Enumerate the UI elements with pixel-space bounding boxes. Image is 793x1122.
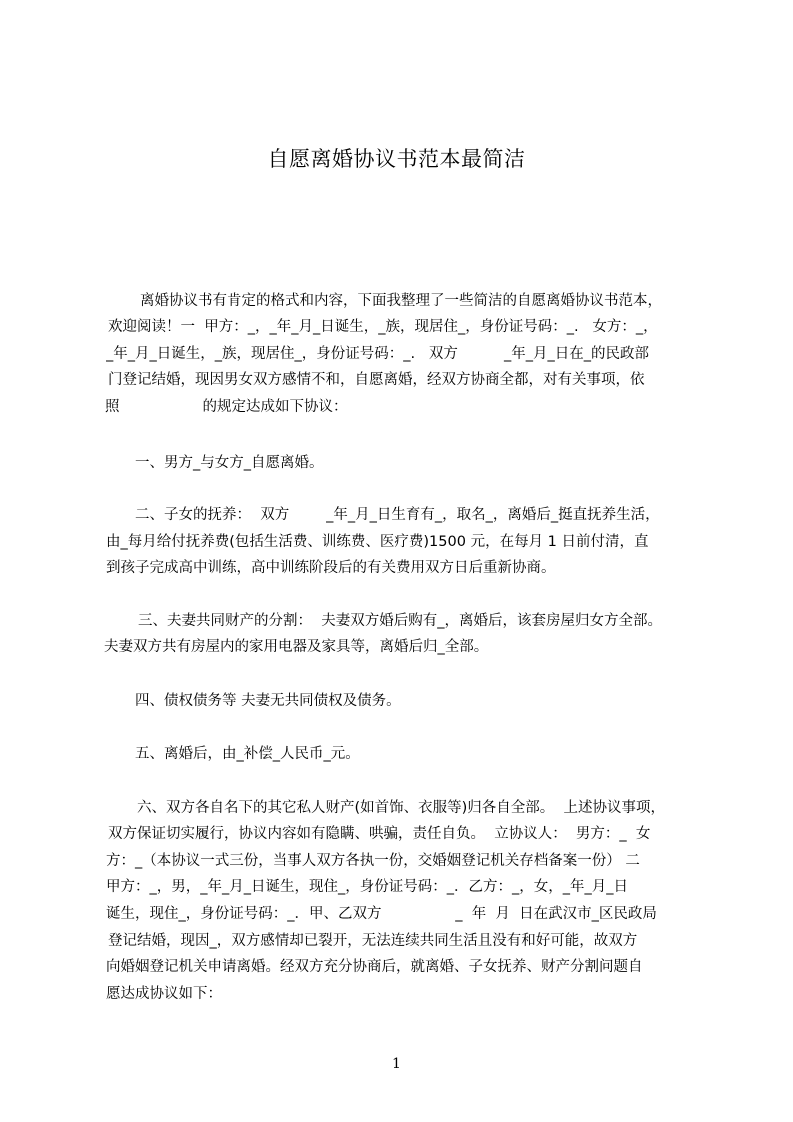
body-line: 照 的规定达成如下协议： xyxy=(105,399,348,415)
body-line: 向婚姻登记机关申请离婚。经双方充分协商后，就离婚、子女抚养、财产分割问题自 xyxy=(106,959,643,975)
body-line: 双方保证切实履行，协议内容如有隐瞒、哄骗，责任自负。 立协议人： 男方：_ 女 xyxy=(108,826,651,842)
page-number: 1 xyxy=(392,1056,401,1072)
body-line: 欢迎阅读！一 甲方：_，_年_月_日诞生，_族，现居住_，身份证号码：_. 女方：_， xyxy=(108,319,658,335)
body-line: 由_每月给付抚养费(包括生活费、训练费、医疗费)1500 元，在每月 1 日前付清，直 xyxy=(106,534,649,550)
clause-2: 二、子女的抚养： 双方 _年_月_日生育有_，取名_，离婚后_挺直抚养生活， xyxy=(135,507,660,523)
body-line: 门登记结婚，现因男女双方感情不和，自愿离婚，经双方协商全都，对有关事项，依 xyxy=(108,372,645,388)
body-line: _年_月_日诞生，_族，现居住_，身份证号码：_. 双方 _年_月_日在_的民政部 xyxy=(106,346,650,362)
body-line: 甲方：_，男，_年_月_日诞生，现住_，身份证号码：_．乙方：_，女，_年_月_日 xyxy=(106,879,628,895)
clause-4: 四、债权债务等 夫妻无共同债权及债务。 xyxy=(135,693,401,709)
clause-1: 一、男方_与女方_自愿离婚。 xyxy=(135,455,324,471)
clause-5: 五、离婚后，由_补偿_人民币_元。 xyxy=(135,746,360,762)
body-line: 诞生，现住_，身份证号码：_．甲、乙双方 _ 年 月 日在武汉市_区民政局 xyxy=(106,906,657,922)
clause-3: 三、夫妻共同财产的分割： 夫妻双方婚后购有_，离婚后，该套房屋归女方全部。 xyxy=(138,613,662,629)
body-line: 夫妻双方共有房屋内的家用电器及家具等，离婚后归_全部。 xyxy=(104,639,489,655)
body-line: 到孩子完成高中训练，高中训练阶段后的有关费用双方日后重新协商。 xyxy=(106,560,556,576)
body-line: 方：_（本协议一式三份，当事人双方各执一份，交婚姻登记机关存档备案一份） 二 xyxy=(106,853,640,869)
body-line: 登记结婚，现因_，双方感情却已裂开，无法连续共同生活且没有和好可能，故双方 xyxy=(108,933,638,949)
body-line: 离婚协议书有肯定的格式和内容，下面我整理了一些简洁的自愿离婚协议书范本， xyxy=(140,293,662,309)
clause-6: 六、双方各自名下的其它私人财产(如首饰、衣服等)归各自全部。 上述协议事项， xyxy=(137,800,666,816)
body-line: 愿达成协议如下： xyxy=(106,986,222,1002)
document-title: 自愿离婚协议书范本最简洁 xyxy=(267,147,526,171)
